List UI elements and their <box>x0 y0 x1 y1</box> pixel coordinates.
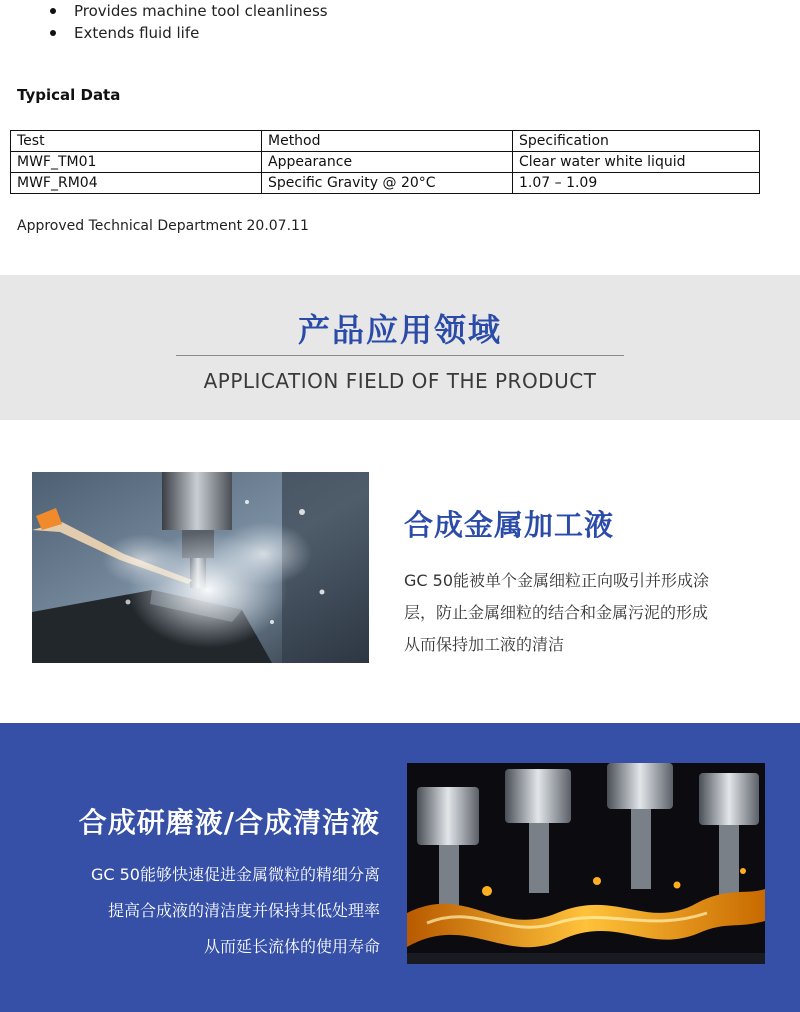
engine-illustration <box>407 763 765 964</box>
section2-line: 从而延长流体的使用寿命 <box>203 937 380 956</box>
table-header-cell: Specification <box>513 131 760 152</box>
section1-line: 层，防止金属细粒的结合和金属污泥的形成 <box>404 603 709 622</box>
machining-illustration <box>32 472 369 663</box>
table-cell: 1.07 – 1.09 <box>513 173 760 194</box>
machining-photo <box>32 472 369 663</box>
approval-note: Approved Technical Department 20.07.11 <box>17 218 309 234</box>
feature-item: Provides machine tool cleanliness <box>48 0 328 22</box>
table-cell: Specific Gravity @ 20°C <box>262 173 513 194</box>
section2-line: 提高合成液的清洁度并保持其低处理率 <box>107 901 380 920</box>
section2-title: 合成研磨液/合成清洁液 <box>78 806 380 839</box>
section1-line: 从而保持加工液的清洁 <box>404 635 565 654</box>
divider <box>176 355 624 356</box>
table-row <box>11 173 760 194</box>
engine-photo <box>407 763 765 964</box>
section1-title: 合成金属加工液 <box>404 508 615 542</box>
section1-description <box>404 565 784 661</box>
application-title-cn: 产品应用领域 <box>297 311 502 349</box>
table-row <box>11 152 760 173</box>
section2-description <box>91 857 380 965</box>
section1-line: GC 50能被单个金属细粒正向吸引并形成涂 <box>404 571 710 590</box>
application-banner <box>0 275 800 420</box>
feature-list <box>48 0 328 44</box>
application-title-en: APPLICATION FIELD OF THE PRODUCT <box>203 369 597 393</box>
table-cell: Clear water white liquid <box>513 152 760 173</box>
table-header-cell: Test <box>11 131 262 152</box>
table-header-cell: Method <box>262 131 513 152</box>
table-header-row <box>11 131 760 152</box>
feature-item: Extends fluid life <box>48 22 328 44</box>
section2-band <box>0 723 800 1012</box>
typical-data-table <box>10 130 760 194</box>
table-cell: MWF_RM04 <box>11 173 262 194</box>
table-cell: Appearance <box>262 152 513 173</box>
typical-data-heading: Typical Data <box>17 86 121 104</box>
section2-line: GC 50能够快速促进金属微粒的精细分离 <box>90 865 380 884</box>
table-cell: MWF_TM01 <box>11 152 262 173</box>
